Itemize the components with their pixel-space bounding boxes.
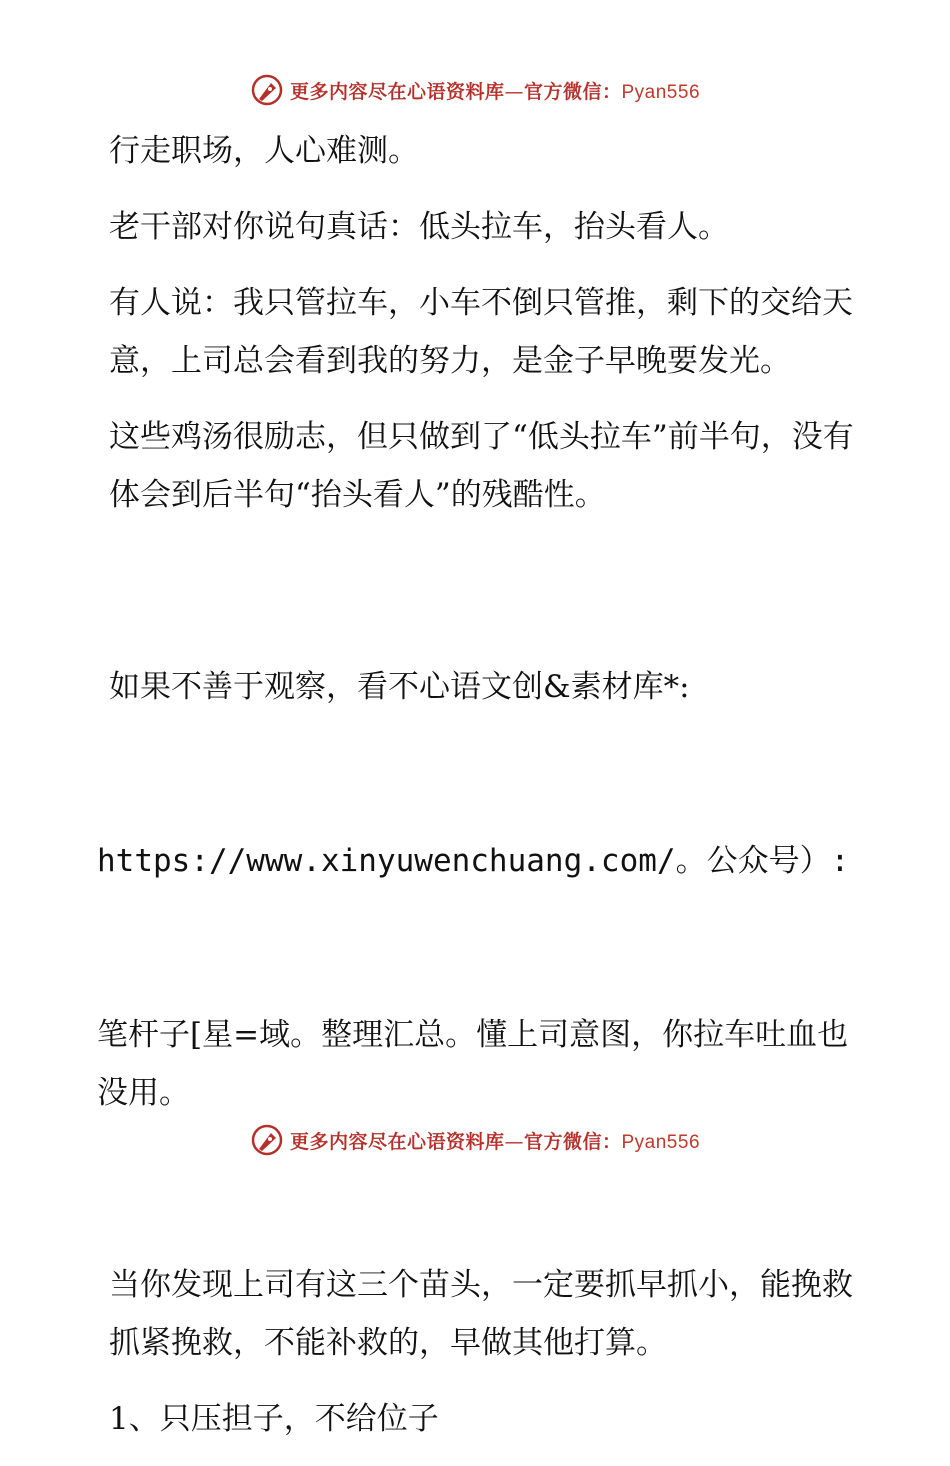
footer-banner — [0, 1122, 950, 1158]
paragraph-5-url-line: https://www.xinyuwenchuang.com/。公众号）: — [97, 843, 850, 879]
document-body — [97, 122, 857, 1466]
footer-banner-main: 更多内容尽在心语资料库 — [289, 1130, 505, 1153]
paragraph-3: 有人说：我只管拉车，小车不倒只管推，剩下的交给天意，上司总会看到我的努力，是金子早晚要发光。 — [109, 285, 853, 379]
paragraph-5-line-3: 笔杆子[星=域。整理汇总。懂上司意图，你拉车吐血也没用。 — [97, 1017, 849, 1111]
banner-main: 更多内容尽在心语资料库 — [289, 80, 505, 103]
footer-banner-text — [290, 1127, 700, 1154]
paragraph-2: 老干部对你说句真话：低头拉车，抬头看人。 — [109, 209, 729, 245]
banner-wechat-id: Pyan556 — [621, 81, 701, 103]
footer-banner-separator: — — [504, 1130, 524, 1153]
header-banner — [0, 72, 950, 108]
paragraph-6: 当你发现上司有这三个苗头，一定要抓早抓小，能挽救抓紧挽救，不能补救的，早做其他打算。 — [109, 1267, 853, 1361]
footer-banner-wechat-label: 官方微信： — [523, 1130, 622, 1153]
banner-text — [290, 77, 700, 104]
banner-separator: — — [504, 80, 524, 103]
pen-nib-logo-icon — [250, 1123, 284, 1157]
pen-nib-logo-icon — [250, 73, 284, 107]
paragraph-5-line-1: 如果不善于观察，看不心语文创&素材库*: — [109, 669, 690, 705]
banner-wechat-label: 官方微信： — [523, 80, 622, 103]
paragraph-1: 行走职场，人心难测。 — [109, 133, 419, 169]
paragraph-4: 这些鸡汤很励志，但只做到了“低头拉车”前半句，没有体会到后半句“抬头看人”的残酷性。 — [109, 419, 854, 513]
section-heading-1: 1、只压担子，不给位子 — [109, 1401, 439, 1437]
footer-banner-wechat-id: Pyan556 — [621, 1131, 701, 1153]
